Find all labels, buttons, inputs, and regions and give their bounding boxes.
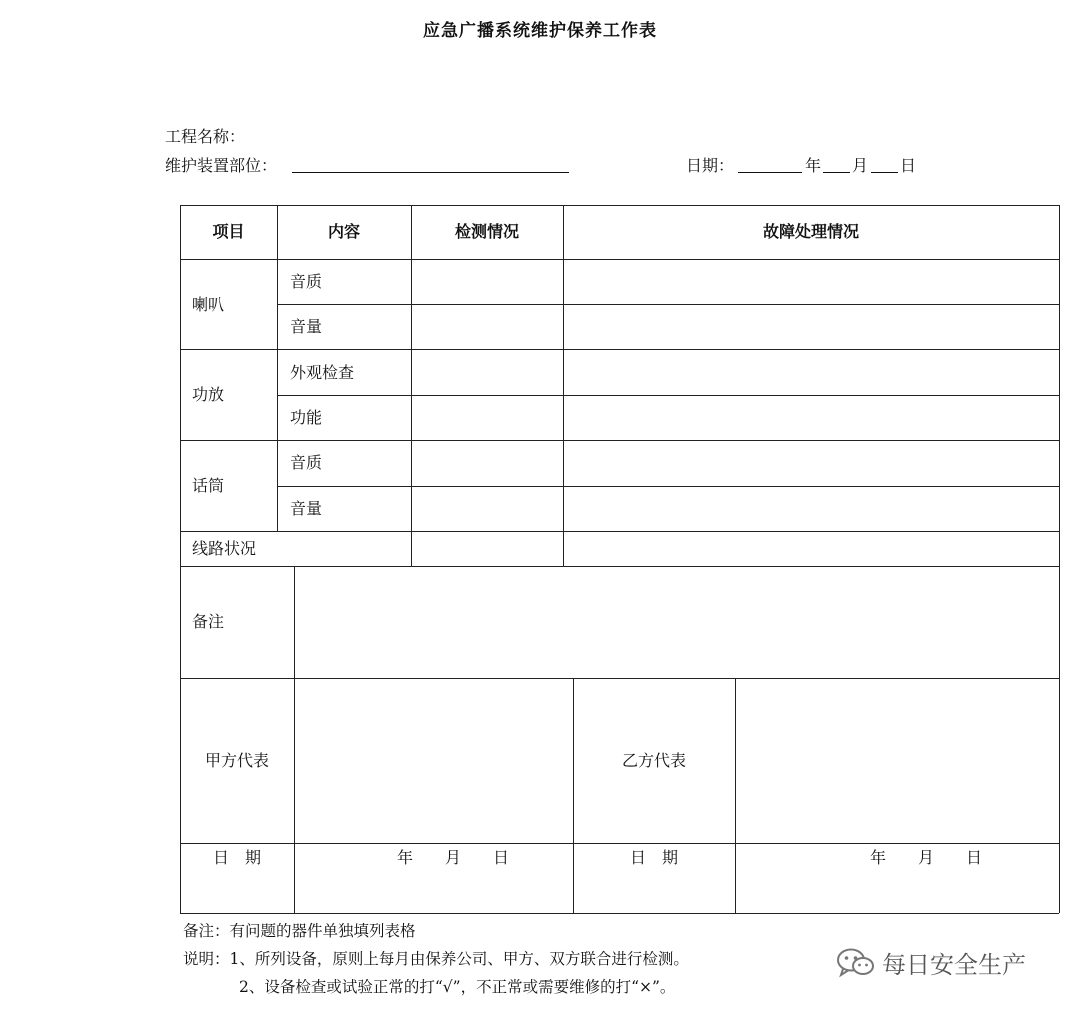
grid-line	[180, 566, 1059, 567]
wechat-icon	[836, 947, 876, 979]
col-header-item: 项目	[212, 222, 245, 241]
grid-line	[180, 259, 1059, 260]
location-label: 维护装置部位：	[165, 156, 278, 175]
date-month-line[interactable]	[823, 172, 850, 173]
party-a-label: 甲方代表	[204, 751, 269, 770]
footer-note-2: 2、设备检查或试验正常的打“√”，不正常或需要维修的打“×”。	[239, 978, 676, 996]
date-b-label: 日 期	[629, 848, 678, 867]
row-content: 音量	[290, 499, 323, 518]
watermark-text: 每日安全生产	[882, 951, 1026, 979]
row-content: 音量	[290, 317, 323, 336]
grid-line	[573, 678, 574, 913]
grid-line	[180, 440, 1059, 441]
grid-line	[277, 304, 1059, 305]
col-header-content: 内容	[327, 222, 360, 241]
grid-line	[411, 205, 412, 566]
grid-line	[563, 205, 564, 566]
date-day-unit: 日	[900, 156, 917, 175]
date-b-ymd: 年 月 日	[870, 848, 983, 867]
footer-remark: 备注：有问题的器件单独填列表格	[183, 922, 416, 940]
grid-line	[180, 843, 1059, 844]
grid-line	[180, 205, 1059, 206]
grid-line	[735, 678, 736, 913]
party-b-label: 乙方代表	[621, 751, 686, 770]
grid-line	[180, 531, 1059, 532]
watermark	[836, 945, 1026, 980]
row-content: 外观检查	[290, 363, 355, 382]
row-content: 功能	[290, 408, 323, 427]
grid-line	[1059, 205, 1060, 913]
date-a-ymd: 年 月 日	[397, 848, 510, 867]
date-a-label: 日 期	[212, 848, 261, 867]
grid-line	[180, 349, 1059, 350]
date-year-line[interactable]	[738, 172, 802, 173]
grid-line	[277, 205, 278, 531]
date-label: 日期：	[686, 156, 735, 175]
row-item-speaker: 喇叭	[192, 295, 225, 314]
grid-line	[180, 205, 181, 913]
date-day-line[interactable]	[871, 172, 898, 173]
page-title: 应急广播系统维护保养工作表	[423, 21, 657, 41]
project-name-label: 工程名称：	[165, 127, 246, 146]
date-month-unit: 月	[852, 156, 869, 175]
grid-line	[180, 913, 1059, 914]
row-item-line-status: 线路状况	[192, 539, 257, 558]
row-item-microphone: 话筒	[192, 476, 225, 495]
remarks-label: 备注	[192, 612, 225, 631]
col-header-fault-handling: 故障处理情况	[762, 222, 859, 241]
grid-line	[180, 678, 1059, 679]
row-item-amplifier: 功放	[192, 385, 225, 404]
col-header-inspection: 检测情况	[454, 222, 519, 241]
location-field-line[interactable]	[292, 172, 569, 173]
footer-note-1: 说明：1、所列设备，原则上每月由保养公司、甲方、双方联合进行检测。	[183, 950, 689, 968]
grid-line	[294, 566, 295, 913]
grid-line	[277, 486, 1059, 487]
row-content: 音质	[290, 453, 323, 472]
grid-line	[277, 395, 1059, 396]
row-content: 音质	[290, 272, 323, 291]
date-year-unit: 年	[805, 156, 822, 175]
